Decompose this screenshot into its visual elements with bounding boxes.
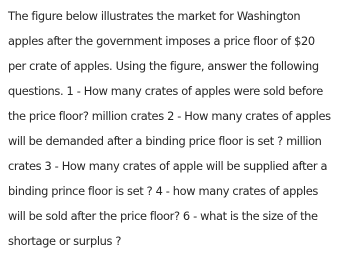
text-line: the price floor? million crates 2 - How many crates of apples (8, 109, 331, 123)
text-line: shortage or surplus ? (8, 234, 122, 248)
text-line: crates 3 - How many crates of apple will be supplied after a (8, 159, 328, 173)
text-line: The figure below illustrates the market for Washington (8, 9, 301, 23)
text-line: questions. 1 - How many crates of apples were sold before (8, 84, 323, 98)
text-line: binding prince floor is set ? 4 - how many crates of apples (8, 184, 318, 198)
text-line: per crate of apples. Using the figure, answer the following (8, 59, 319, 73)
question-text (8, 4, 353, 254)
text-line: apples after the government imposes a price floor of $20 (8, 34, 315, 48)
text-line: will be sold after the price floor? 6 - what is the size of the (8, 209, 318, 223)
text-line: will be demanded after a binding price floor is set ? million (8, 134, 322, 148)
